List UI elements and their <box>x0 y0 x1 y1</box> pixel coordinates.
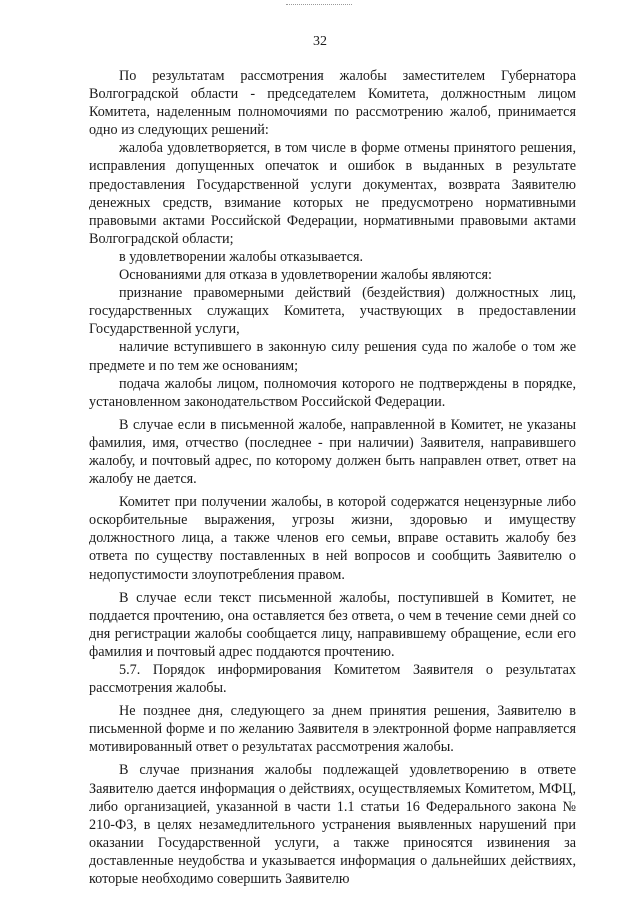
paragraph-illegible-text: В случае если текст письменной жалобы, поступившей в Комитет, не поддается прочтению, она оставляется без ответа, о чем в течение семи дней со дня регистрации жалобы сообщается лицу, направившему обращение, если его фамилия и почтовый адрес поддаются прочтению. <box>89 589 576 660</box>
paragraph-response-deadline: Не позднее дня, следующего за днем принятия решения, Заявителю в письменной форме и по желанию Заявителя в электронной форме направляется мотивированный ответ о результатах рассмотрения жалобы. <box>89 703 576 756</box>
paragraph-no-name-address: В случае если в письменной жалобе, направленной в Комитет, не указаны фамилия, имя, отчество (последнее - при наличии) Заявителя, направившего жалобу, и почтовый адрес, по которому должен быть направлен ответ, ответ на жалобу не дается. <box>89 416 576 488</box>
paragraph-refusal-grounds: Основаниями для отказа в удовлетворении жалобы являются: <box>119 267 492 284</box>
document-body <box>89 67 576 888</box>
section-heading-5-7: 5.7. Порядок информирования Комитетом Заявителя о результатах рассмотрения жалобы. <box>89 662 576 697</box>
page-number: 32 <box>313 34 327 49</box>
paragraph-decisions-intro: По результатам рассмотрения жалобы заместителем Губернатора Волгоградской области - председателем Комитета, должностным лицом Комитета, наделенным полномочиями по рассмотрению жалоб, принимается одно из следующих решений: <box>89 68 576 139</box>
paragraph-ground-unauthorized: подача жалобы лицом, полномочия которого не подтверждены в порядке, установленном законодательством Российской Федерации. <box>89 375 576 410</box>
paragraph-complaint-refused: в удовлетворении жалобы отказывается. <box>119 248 364 265</box>
paragraph-offensive-content: Комитет при получении жалобы, в которой содержатся нецензурные либо оскорбительные выражения, угрозы жизни, здоровью и имуществу должностного лица, а также членов его семьи, вправе оставить жалобу без ответа по существу поставленных в ней вопросов и сообщить Заявителю о недопустимости злоупотребления правом. <box>89 494 576 583</box>
paragraph-ground-lawful-actions: признание правомерными действий (бездействия) должностных лиц, государственных служащих Комитета, участвующих в предоставлении Государственной услуги, <box>89 285 576 338</box>
paragraph-complaint-satisfied: жалоба удовлетворяется, в том числе в форме отмены принятого решения, исправления допущенных опечаток и ошибок в выданных в результате предоставления Государственной услуги документах, возврата Заявителю денежных средств, взимание которых не предусмотрено нормативными правовыми актами Российской Федерации, нормативными правовыми актами Волгоградской области; <box>89 140 576 247</box>
paragraph-ground-court-decision: наличие вступившего в законную силу решения суда по жалобе о том же предмете и по тем же основаниям; <box>89 339 576 374</box>
scan-artifact <box>286 0 352 5</box>
paragraph-satisfied-response: В случае признания жалобы подлежащей удовлетворению в ответе Заявителю дается информация о действиях, осуществляемых Комитетом, МФЦ, либо организацией, указанной в части 1.1 статьи 16 Федерального закона № 210-ФЗ, в целях незамедлительного устранения выявленных нарушений при оказании Государственной услуги, а также приносятся извинения за доставленные неудобства и указывается информация о дальнейших действиях, которые необходимо совершить Заявителю <box>89 762 576 888</box>
